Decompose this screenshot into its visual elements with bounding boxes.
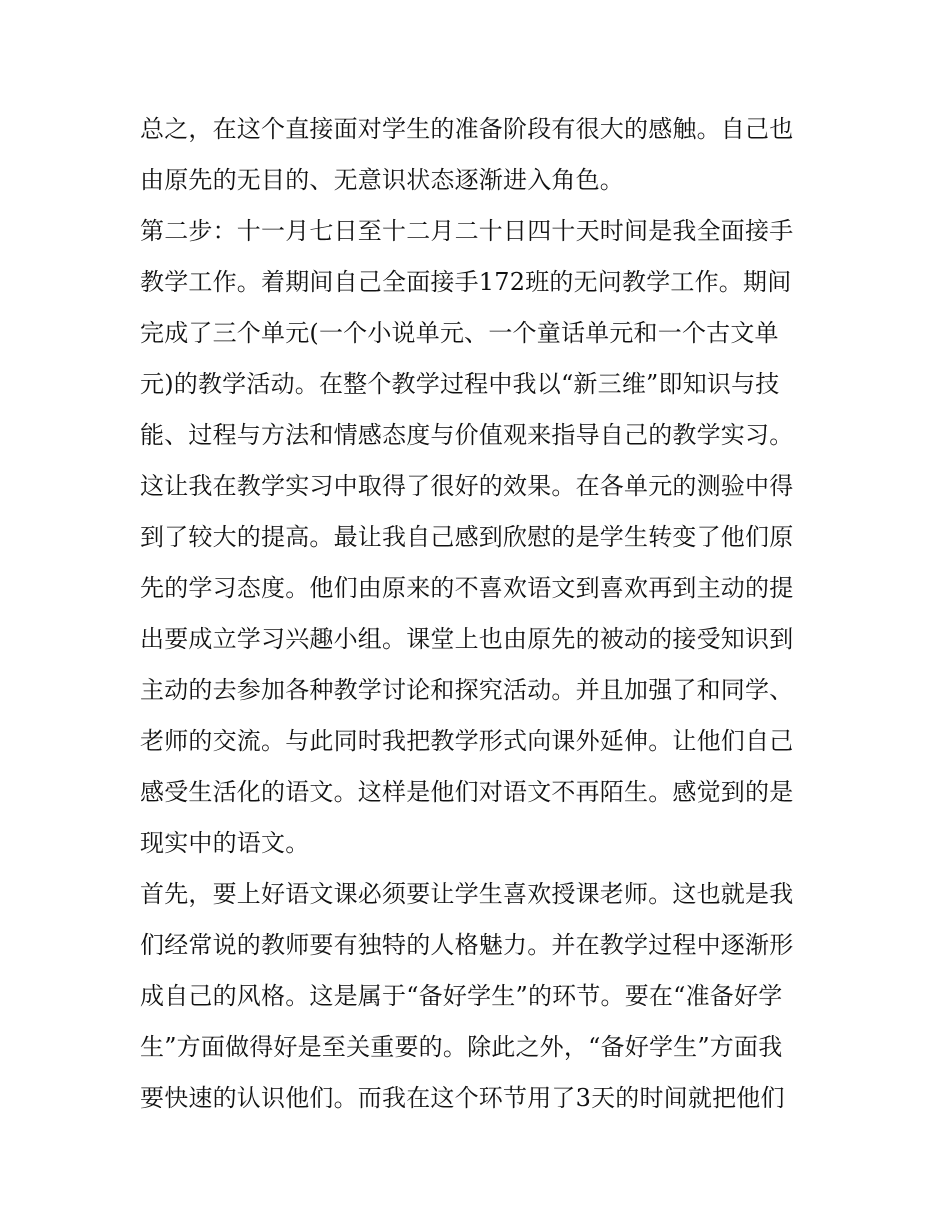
text-line-13: 老师的交流。与此同时我把教学形式向课外延伸。让他们自己: [140, 727, 794, 755]
text-line-5: 完成了三个单元(一个小说单元、一个童话单元和一个古文单: [140, 319, 779, 347]
text-line-15: 现实中的语文。: [140, 829, 310, 857]
text-line-16: 首先，要上好语文课必须要让学生喜欢授课老师。这也就是我: [140, 880, 794, 908]
text-line-10: 先的学习态度。他们由原来的不喜欢语文到喜欢再到主动的提: [140, 574, 794, 602]
text-line-19: 生”方面做得好是至关重要的。除此之外，“备好学生”方面我: [140, 1033, 783, 1061]
text-line-17: 们经常说的教师要有独特的人格魅力。并在教学过程中逐渐形: [140, 931, 794, 959]
text-line-12: 主动的去参加各种教学讨论和探究活动。并且加强了和同学、: [140, 676, 794, 704]
document-body: [140, 104, 820, 1124]
text-line-8: 这让我在教学实习中取得了很好的效果。在各单元的测验中得: [140, 472, 794, 500]
text-line-2: 由原先的无目的、无意识状态逐渐进入角色。: [140, 166, 624, 194]
text-line-6: 元)的教学活动。在整个教学过程中我以“新三维”即知识与技: [140, 370, 780, 398]
text-line-1: 总之，在这个直接面对学生的准备阶段有很大的感触。自己也: [140, 115, 794, 143]
text-line-18: 成自己的风格。这是属于“备好学生”的环节。要在“准备好学: [140, 982, 783, 1010]
text-line-9: 到了较大的提高。最让我自己感到欣慰的是学生转变了他们原: [140, 523, 794, 551]
text-line-3: 第二步：十一月七日至十二月二十日四十天时间是我全面接手: [140, 217, 794, 245]
text-line-14: 感受生活化的语文。这样是他们对语文不再陌生。感觉到的是: [140, 778, 794, 806]
text-line-7: 能、过程与方法和情感态度与价值观来指导自己的教学实习。: [140, 421, 794, 449]
text-line-11: 出要成立学习兴趣小组。课堂上也由原先的被动的接受知识到: [140, 625, 794, 653]
text-line-4: 教学工作。着期间自己全面接手172班的无问教学工作。期间: [140, 268, 792, 296]
text-line-20: 要快速的认识他们。而我在这个环节用了3天的时间就把他们: [140, 1084, 785, 1112]
